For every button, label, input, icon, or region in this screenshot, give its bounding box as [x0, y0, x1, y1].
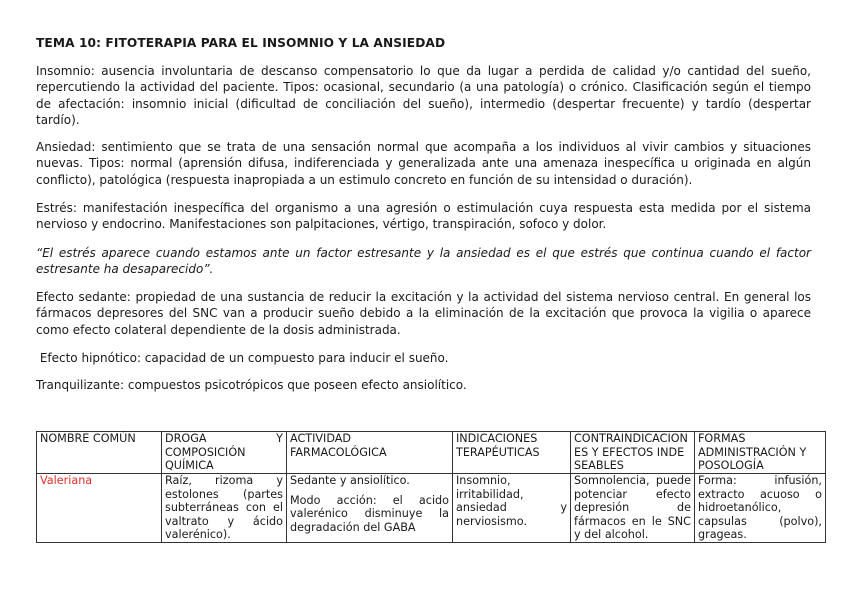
paragraph-estres: Estrés: manifestación inespecífica del organismo a una agresión o estimulación cuya respuesta esta medida por el sistema nervioso y endocrino. Manifestaciones son palpitaciones, vértigo, transpiración, sofoco y dolor.	[36, 201, 811, 232]
cell-actividad	[287, 474, 453, 543]
header-actividad: ACTIVIDAD FARMACOLÓGICA	[287, 432, 453, 474]
header-droga: DROGA Y COMPOSICIÓN QUÍMICA	[162, 432, 287, 474]
cell-actividad-summary: Sedante y ansiolítico.	[290, 474, 410, 487]
table-row	[37, 474, 826, 543]
cell-contraindicaciones: Somnolencia, puede potenciar efecto depresión de fármacos en le SNC y del alcohol.	[571, 474, 695, 543]
cell-droga: Raíz, rizoma y estolones (partes subterráneas con el valtrato y ácido valerénico).	[162, 474, 287, 543]
paragraph-insomnio: Insomnio: ausencia involuntaria de descanso compensatorio lo que da lugar a perdida de calidad y/o cantidad del sueño, repercutiendo la actividad del paciente. Tipos: ocasional, secundario (a una patología) o crónico. Clasificación según el tiempo de afectación: insomnio inicial (dificultad de conciliación del sueño), intermedio (despertar frecuente) y tardío (despertar tardío).	[36, 64, 811, 127]
document-title: TEMA 10: FITOTERAPIA PARA EL INSOMNIO Y LA ANSIEDAD	[36, 36, 446, 50]
header-indicaciones: INDICACIONES TERAPÉUTICAS	[453, 432, 571, 474]
paragraph-tranquilizante: Tranquilizante: compuestos psicotrópicos que poseen efecto ansiolítico.	[36, 378, 467, 392]
header-formas: FORMAS ADMINISTRACIÓN Y POSOLOGÍA	[695, 432, 826, 474]
paragraph-ansiedad: Ansiedad: sentimiento que se trata de una sensación normal que acompaña a los individuos al vivir cambios y situaciones nuevas. Tipos: normal (aprensión difusa, indiferenciada y generalizada ante una amenaza inespecífica u originada en algún conflicto), patológica (respuesta inapropiada a un estimulo concreto en función de su intensidad o duración).	[36, 140, 811, 187]
header-contraindicaciones: CONTRAINDICACIONES Y EFECTOS INDESEABLES	[571, 432, 695, 474]
cell-actividad-mode: Modo acción: el acido valerénico disminuye la degradación del GABA	[290, 493, 449, 534]
paragraph-efecto-hipnotico: Efecto hipnótico: capacidad de un compuesto para inducir el sueño.	[36, 351, 449, 365]
plant-table	[36, 431, 826, 543]
cell-formas: Forma: infusión, extracto acuoso o hidroetanólico, capsulas (polvo), grageas.	[695, 474, 826, 543]
paragraph-quote: “El estrés aparece cuando estamos ante un factor estresante y la ansiedad es el que estrés que continua cuando el factor estresante ha desaparecido”.	[36, 246, 811, 277]
cell-indicaciones: Insomnio, irritabilidad, ansiedad y nerviosismo.	[453, 474, 571, 543]
cell-nombre: Valeriana	[37, 474, 162, 543]
header-nombre-comun: NOMBRE COMÚN	[37, 432, 162, 474]
table-header-row	[37, 432, 826, 474]
paragraph-efecto-sedante: Efecto sedante: propiedad de una sustancia de reducir la excitación y la actividad del sistema nervioso central. En general los fármacos depresores del SNC van a producir sueño debido a la eliminación de la excitación que provoca la vigilia o aparece como efecto colateral dependiente de la dosis administrada.	[36, 290, 811, 337]
